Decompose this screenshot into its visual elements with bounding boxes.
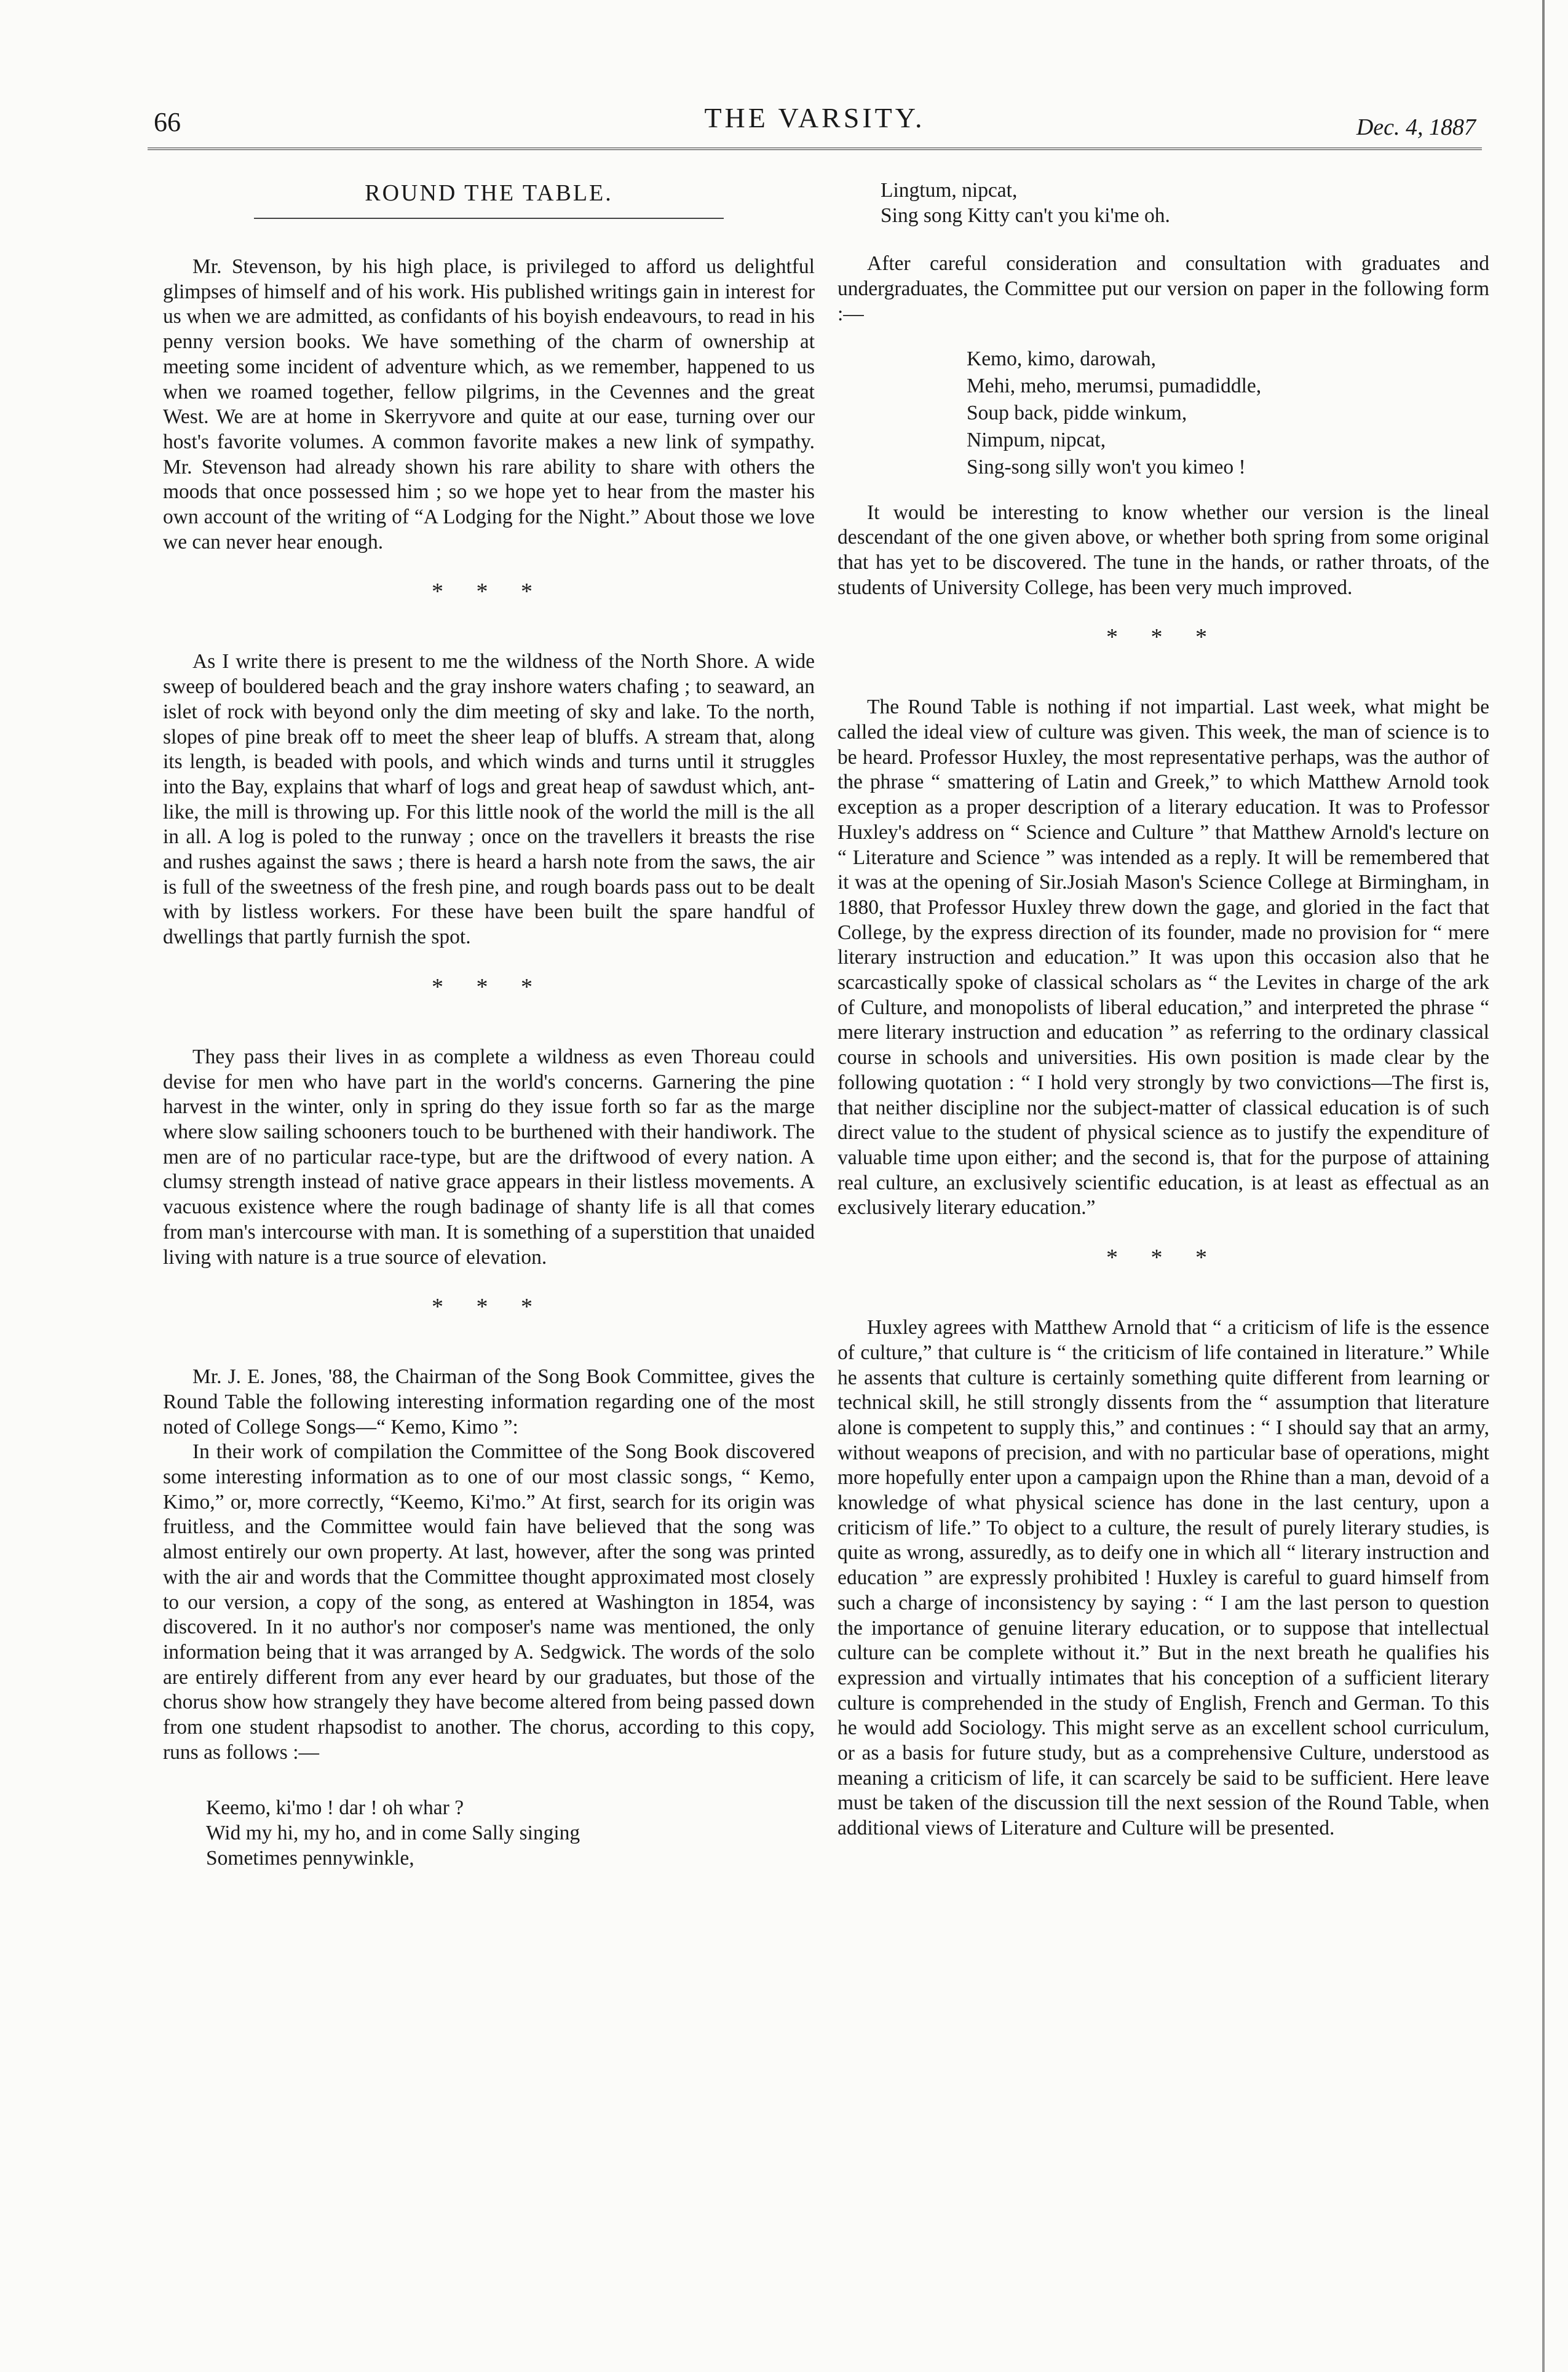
issue-date: Dec. 4, 1887 (1356, 114, 1476, 140)
paragraph-north-shore: As I write there is present to me the wildness of the North Shore. A wide sweep of bouldered beach and the gray inshore waters chafing ; to seaward, an islet of rock with beyond only the dim meeting of sky and lake. To the north, slopes of pine break off to meet the sheer leap of bluffs. A stream that, along its length, is beaded with pools, and which winds and turns until it struggles into the Bay, explains that wharf of logs and great heap of sawdust which, ant-like, the mill is throwing up. For this little nook of the world the mill is the all in all. A log is poled to the runway ; once on the travellers it breasts the rise and rushes against the saws ; there is heard a harsh note from the saws, the air is full of the sweetness of the fresh pine, and rough boards pass out to be dealt with by listless workers. For these have been built the spare handful of dwellings that partly furnish the spot. (163, 650, 815, 949)
page-edge-shadow (1542, 0, 1545, 2372)
paragraph-huxley-science: The Round Table is nothing if not impartial. Last week, what might be called the ideal view of culture was given. This week, the man of science is to be heard. Professor Huxley, the most representative perhaps, was the author of the phrase “ smattering of Latin and Greek,” to which Matthew Arnold took exception as a proper description of a literary education. It was to Professor Huxley's address on “ Science and Culture ” that Matthew Arnold's lecture on “ Literature and Science ” was intended as a reply. It will be remembered that it was at the opening of Sir.Josiah Mason's Science College at Birmingham, in 1880, that Professor Huxley threw down the gage, and gloried in the fact that College, by the express direction of its founder, made no provision for “ mere literary instruction and education.” It was upon this occasion also that he scarcastically spoke of classical scholars as “ the Levites in charge of the ark of Culture, and monopolists of liberal education,” and interpreted the phrase “ mere literary instruction and education ” as referring to the ordinary classical course in schools and universities. His own position is made clear by the following quotation : “ I hold very strongly by two convictions—The first is, that neither discipline nor the subject-matter of classical education is of such direct value to the student of physical science as to justify the expenditure of valuable time upon either; and the second is, that for the purpose of attaining real culture, an exclusively scientific education, is at least as effectual as an exclusively literary education.” (837, 696, 1489, 1220)
left-column (163, 172, 815, 1871)
right-column (837, 178, 1489, 1841)
verse-line: Soup back, pidde winkum, (967, 401, 1187, 424)
paragraph-compilation: In their work of compilation the Committee of the Song Book discovered some interesting information as to one of our most classic songs, “ Kemo, Kimo,” or, more correctly, “Keemo, Ki'mo.” At first, search for its origin was fruitless, and the Committee would fain have believed that the song was almost entirely our own property. At last, however, after the song was printed with the air and words that the Committee thought approximated most closely to our version, a copy of the song, as entered at Washington in 1854, was discovered. In it no author's nor composer's name was mentioned, the only information being that it was arranged by A. Sedgwick. The words of the solo are entirely different from any ever heard by our graduates, but those of the chorus show how strangely they have become altered from being passed down from one student rhapsodist to another. The chorus, according to this copy, runs as follows :— (163, 1440, 815, 1764)
section-divider: * * * (1106, 624, 1221, 651)
verse-line: Keemo, ki'mo ! dar ! oh whar ? (206, 1796, 464, 1820)
paragraph-wildness: They pass their lives in as complete a wildness as even Thoreau could devise for men who have part in the world's concerns. Garnering the pine harvest in the winter, only in spring do they issue forth so far as the marge where slow sailing schooners touch to be burthened with their handiwork. The men are of no particular race-type, but are the driftwood of every nation. A clumsy strength instead of native grace appears in their listless movements. A vacuous existence where the rough badinage of shanty life is all that comes from man's intercourse with man. It is something of a superstition that unaided living with nature is a true source of elevation. (163, 1045, 815, 1269)
page-number: 66 (154, 107, 181, 137)
title-rule (254, 218, 723, 219)
running-head (154, 101, 1476, 145)
paragraph-committee-version: After careful consideration and consultation with graduates and undergraduates, the Committee put our version on paper in the following form :— (837, 252, 1489, 325)
section-divider: * * * (1106, 1245, 1221, 1271)
verse-line: Mehi, meho, merumsi, pumadiddle, (967, 374, 1262, 397)
paragraph-stevenson: Mr. Stevenson, by his high place, is privileged to afford us delightful glimpses of himself and of his work. His published writings gain in interest for us when we are admitted, as confidants of his boyish endeavours, to read in his penny version books. We have something of the charm of ownership at meeting some incident of adventure which, as we remember, happened to us when we roamed together, fellow pilgrims, in the Cevennes and the great West. We are at home in Skerryvore and quite at our ease, turning over our host's favorite volumes. A common favorite makes a new link of sympathy. Mr. Stevenson had already shown his rare ability to share with others the moods that once possessed him ; so we hope yet to hear from the master his own account of the writing of “A Lodging for the Night.” About those we love we can never hear enough. (163, 255, 815, 553)
section-divider: * * * (432, 974, 546, 1000)
chorus-verse-continued (837, 178, 1489, 228)
verse-line: Kemo, kimo, darowah, (967, 347, 1156, 370)
paragraph-lineal-descendant: It would be interesting to know whether our version is the lineal descendant of the one given above, or whether both spring from some original that has yet to be discovered. The tune in the hands, or rather throats, of the students of University College, has been very much improved. (837, 501, 1489, 599)
journal-title: THE VARSITY. (704, 102, 925, 133)
section-title: ROUND THE TABLE. (365, 180, 613, 206)
chorus-verse (163, 1796, 815, 1871)
header-rule (148, 148, 1482, 150)
paragraph-song-book: Mr. J. E. Jones, '88, the Chairman of the Song Book Committee, gives the Round Table the following interesting information regarding one of the most noted of College Songs—“ Kemo, Kimo ”: (163, 1365, 815, 1438)
verse-line: Sometimes pennywinkle, (206, 1846, 414, 1870)
verse-line: Sing-song silly won't you kimeo ! (967, 455, 1246, 478)
verse-line: Wid my hi, my ho, and in come Sally singing (206, 1822, 580, 1845)
section-divider: * * * (432, 1294, 546, 1320)
verse-line: Nimpum, nipcat, (967, 428, 1106, 451)
paragraph-huxley-culture: Huxley agrees with Matthew Arnold that “ a criticism of life is the essence of culture,” that culture is “ the criticism of life contained in literature.” While he assents that culture is certainly something quite different from learning or technical skill, he still strongly dissents from the “ assumption that literature alone is competent to supply this,” and continues : “ I should say that an army, without weapons of precision, and with no particular base of operations, might more hopefully enter upon a campaign upon the Rhine than a man, devoid of a knowledge of what physical science has done in the last century, upon a criticism of life.” To object to a culture, the result of purely literary studies, is quite as wrong, assuredly, as to deify one in which all “ literary instruction and education ” are expressly prohibited ! Huxley is careful to guard himself from such a charge of inconsistency by saying : “ I am the last person to question the importance of genuine literary education, or to suppose that intellectual culture can be complete without it.” But in the next breath he qualifies his expression and virtually intimates that his conception of a sufficient literary culture is comprehended in the study of English, French and German. To this he would add Sociology. This might serve as an excellent school curriculum, or as a basis for future study, but as a comprehensive Culture, understood as meaning a criticism of life, it can scarcely be said to be sufficient. Here leave must be taken of the discussion till the next session of the Round Table, when additional views of Literature and Culture will be presented. (837, 1316, 1489, 1840)
section-divider: * * * (432, 579, 546, 605)
verse-line: Sing song Kitty can't you ki'me oh. (881, 204, 1170, 227)
committee-verse (837, 346, 1489, 481)
verse-line: Lingtum, nipcat, (881, 179, 1018, 202)
